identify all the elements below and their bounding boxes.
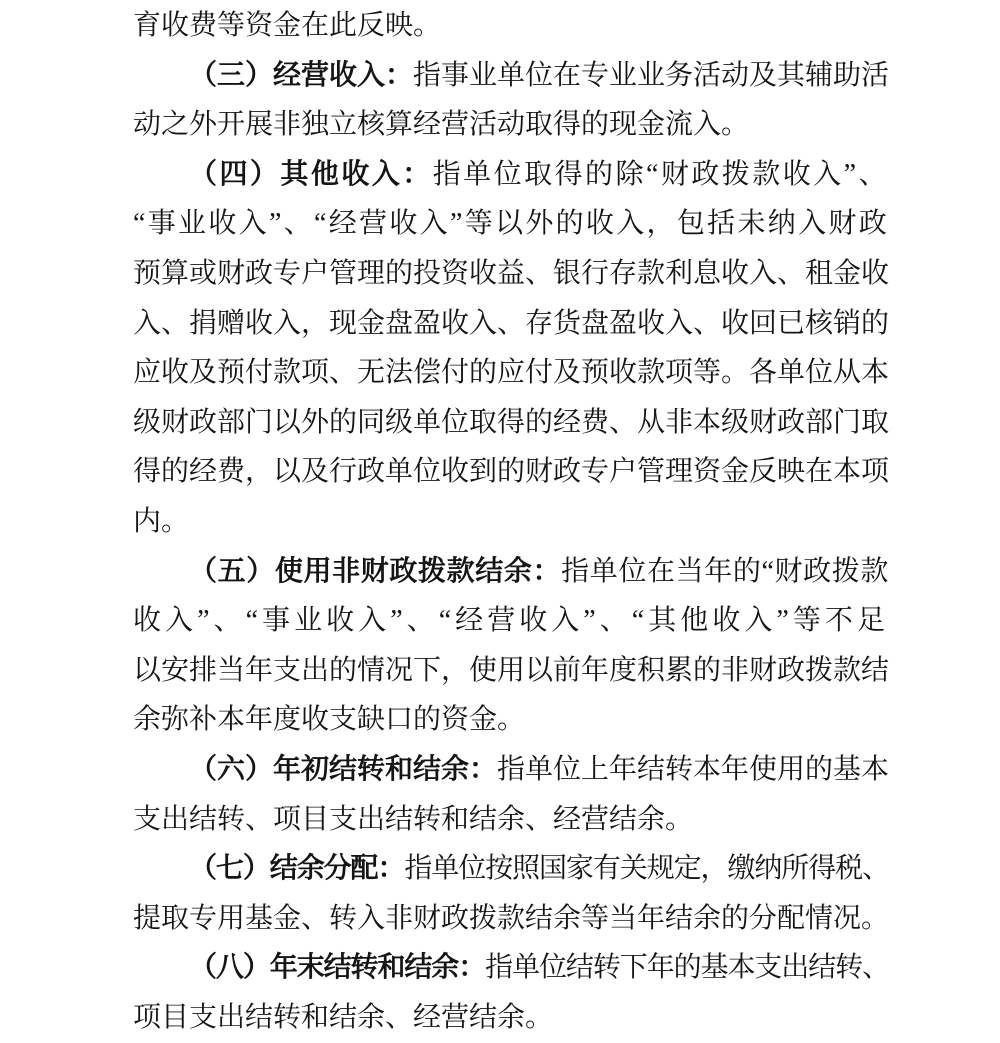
text-line — [133, 993, 889, 1043]
term-heading: （六）年初结转和结余： — [189, 753, 497, 785]
text-line — [133, 1, 889, 51]
text-line — [133, 299, 889, 349]
term-heading: （四）其他收入： — [189, 158, 433, 190]
text-line — [133, 646, 889, 696]
text-line — [133, 497, 889, 547]
text-line — [133, 943, 889, 993]
body-text: 收入”、“事业收入”、“经营收入”、“其他收入”等不足 — [133, 605, 889, 637]
body-text: 指事业单位在专业业务活动及其辅助活 — [413, 59, 889, 91]
body-text: 育收费等资金在此反映。 — [133, 10, 442, 41]
body-text: 预算或财政专户管理的投资收益、银行存款利息收入、租金收 — [133, 257, 889, 289]
body-text: 支出结转、项目支出结转和结余、经营结余。 — [133, 803, 694, 835]
text-line — [133, 795, 889, 845]
body-text: 指单位上年结转本年使用的基本 — [497, 753, 889, 785]
text-line — [133, 695, 889, 745]
body-text: 级财政部门以外的同级单位取得的经费、从非本级财政部门取 — [133, 406, 889, 438]
body-text: 指单位按照国家有关规定，缴纳所得税、 — [404, 853, 889, 885]
document-body — [133, 1, 889, 1042]
text-line — [133, 348, 889, 398]
body-text: 得的经费，以及行政单位收到的财政专户管理资金反映在本项 — [133, 456, 889, 488]
body-text: 项目支出结转和结余、经营结余。 — [133, 1001, 554, 1033]
text-line — [133, 844, 889, 894]
text-line — [133, 447, 889, 497]
term-heading: （八）年末结转和结余： — [189, 952, 486, 984]
body-text: 指单位在当年的“财政拨款 — [561, 555, 889, 587]
body-text: 余弥补本年度收支缺口的资金。 — [133, 704, 526, 736]
text-line — [133, 100, 889, 150]
text-line — [133, 745, 889, 795]
body-text: 提取专用基金、转入非财政拨款结余等当年结余的分配情况。 — [133, 902, 890, 934]
term-heading: （三）经营收入： — [189, 59, 413, 91]
text-line — [133, 51, 889, 101]
text-line — [133, 199, 889, 249]
body-text: 入、捐赠收入，现金盘盈收入、存货盘盈收入、收回已核销的 — [133, 307, 889, 339]
text-line — [133, 150, 889, 200]
term-heading: （七）结余分配： — [189, 853, 405, 885]
text-line — [133, 398, 889, 448]
body-text: “事业收入”、“经营收入”等以外的收入，包括未纳入财政 — [133, 208, 889, 240]
body-text: 指单位结转下年的基本支出结转、 — [485, 952, 889, 984]
body-text: 内。 — [133, 505, 190, 537]
text-line — [133, 596, 889, 646]
body-text: 指单位取得的除“财政拨款收入”、 — [432, 158, 889, 190]
body-text: 应收及预付款项、无法偿付的应付及预收款项等。各单位从本 — [133, 357, 889, 389]
text-line — [133, 547, 889, 597]
body-text: 以安排当年支出的情况下，使用以前年度积累的非财政拨款结 — [133, 654, 889, 686]
text-line — [133, 894, 889, 944]
text-line — [133, 249, 889, 299]
term-heading: （五）使用非财政拨款结余： — [189, 555, 562, 587]
body-text: 动之外开展非独立核算经营活动取得的现金流入。 — [133, 109, 750, 141]
